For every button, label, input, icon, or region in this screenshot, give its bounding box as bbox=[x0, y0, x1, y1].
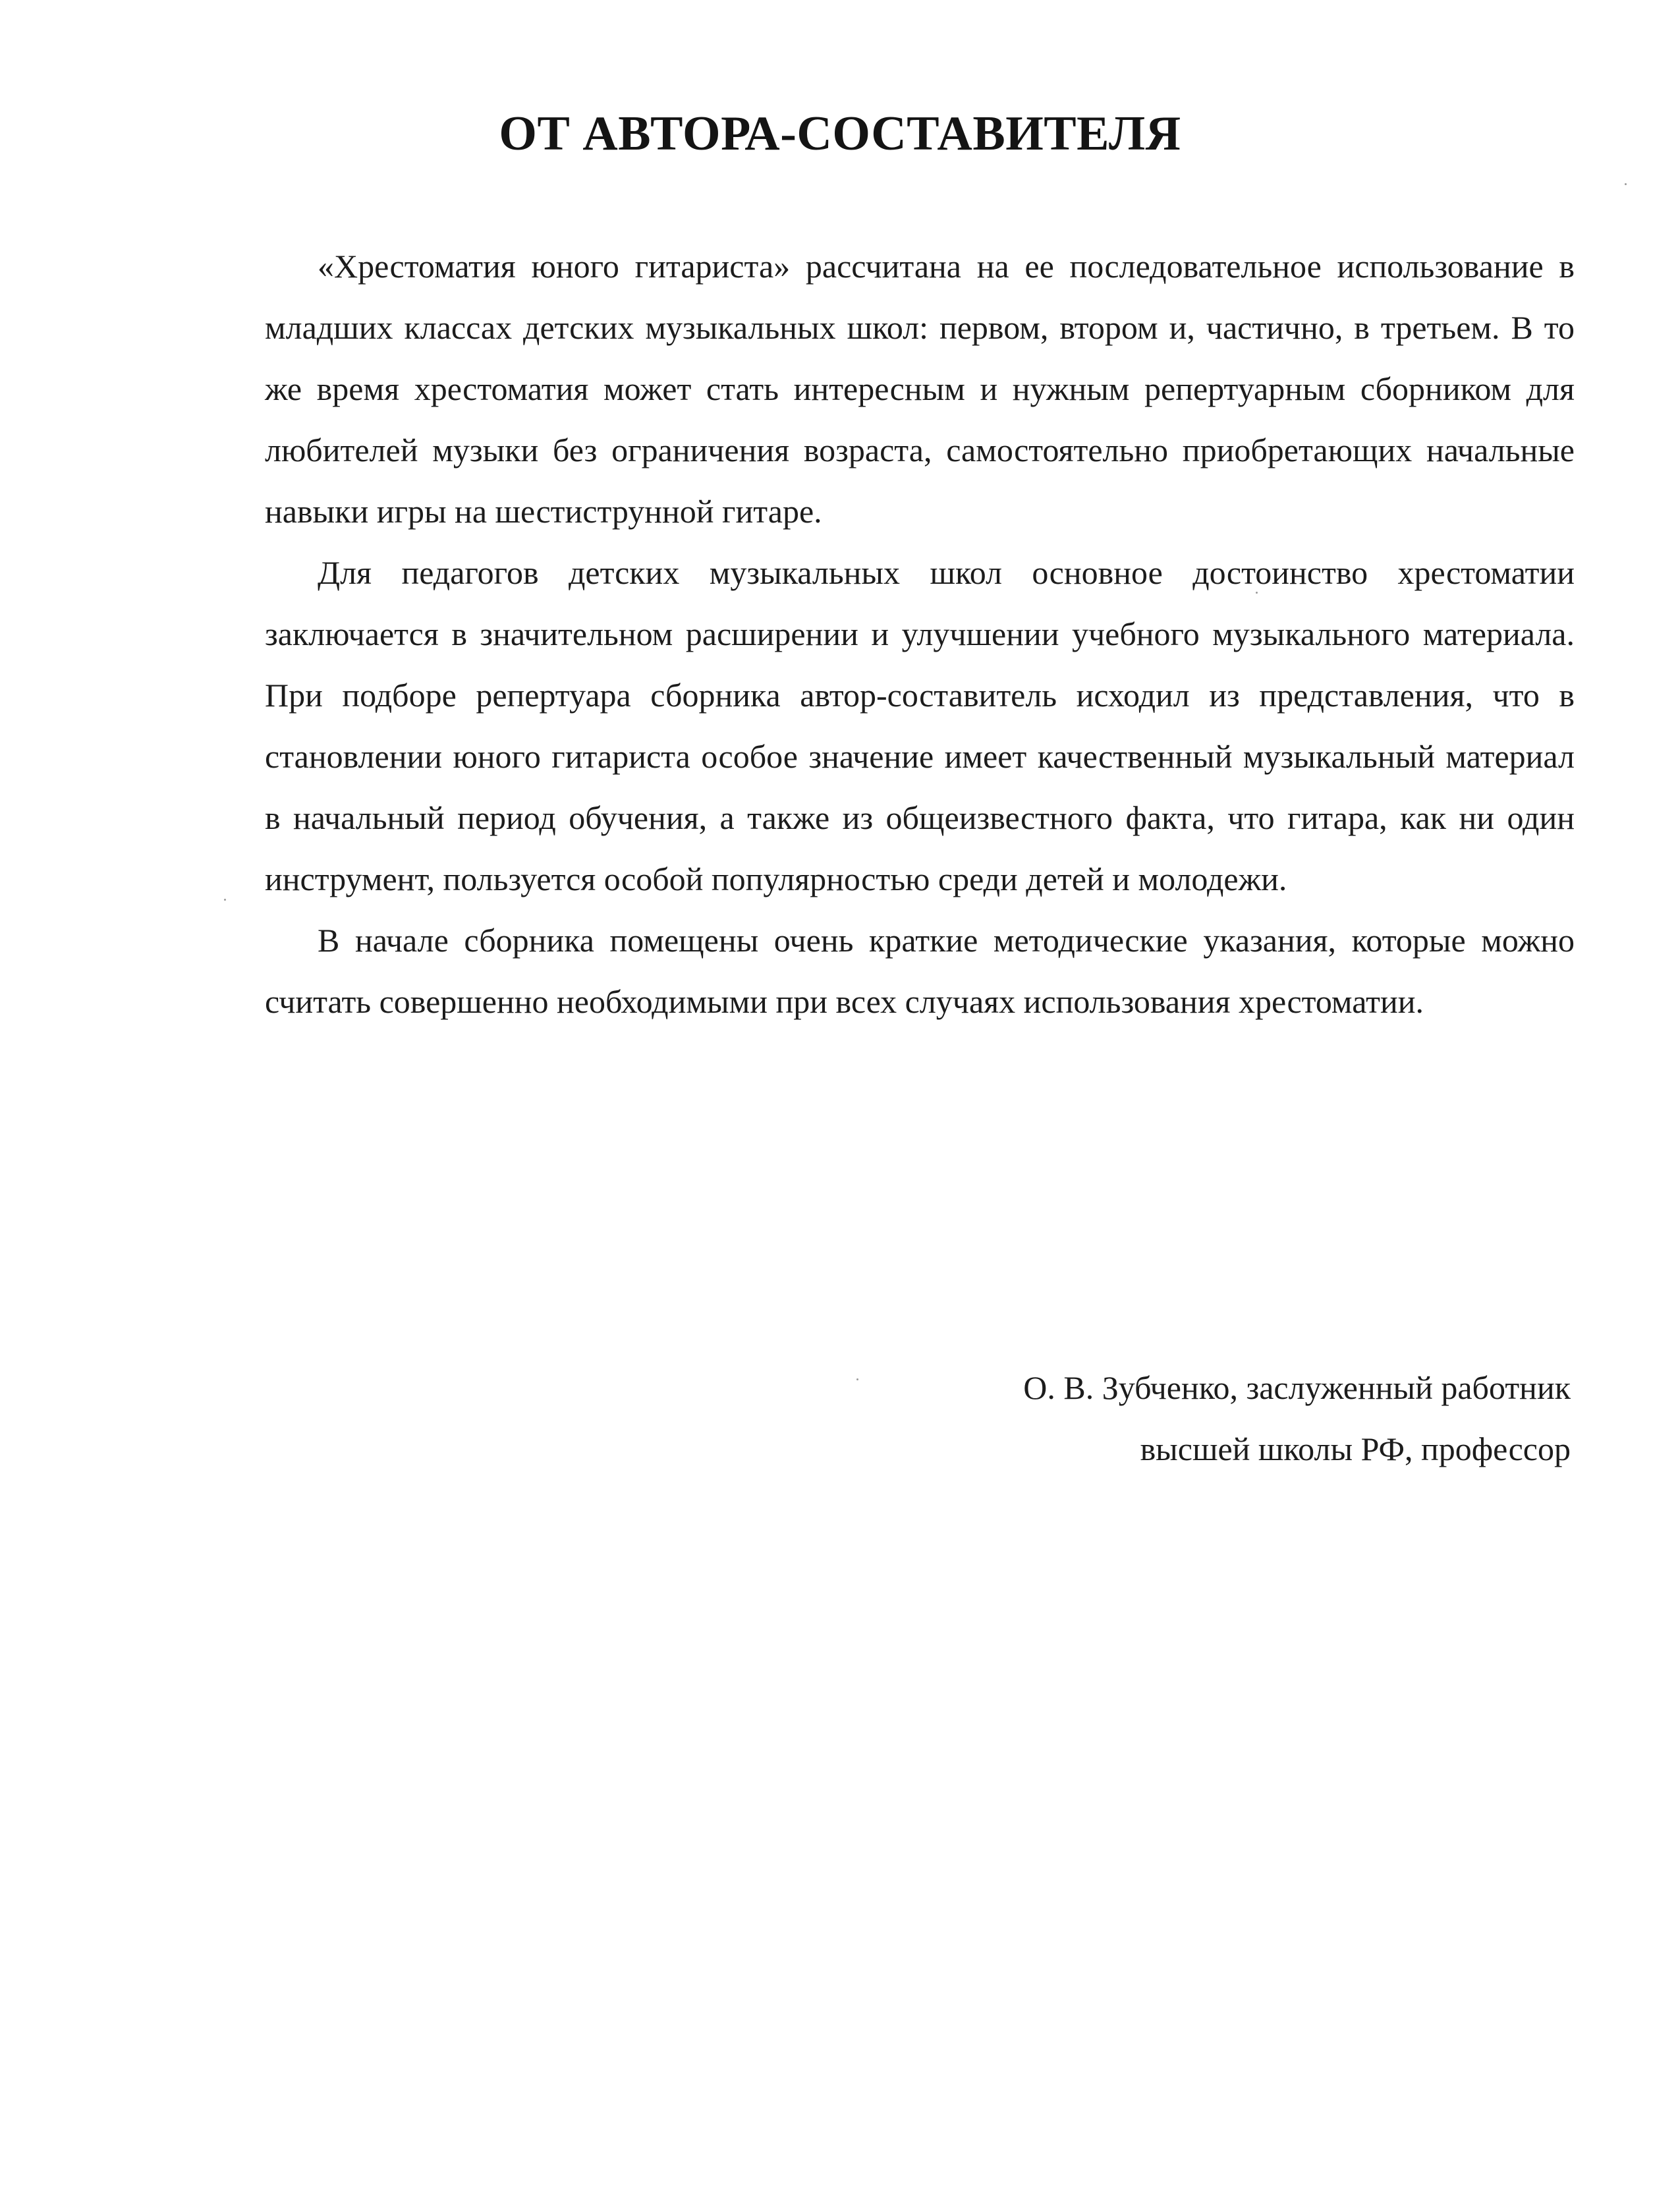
scan-speck bbox=[1625, 183, 1627, 185]
scan-speck bbox=[224, 899, 226, 901]
scan-speck bbox=[1256, 592, 1258, 594]
author-signature bbox=[1023, 1357, 1571, 1480]
scan-speck bbox=[856, 1378, 858, 1380]
paragraph-1: «Хрестоматия юного гитариста» рассчитана на ее последовательное использование в младших классах детских музыкальных школ: первом, втором и, частично, в третьем. В то же время хрестоматия может стать интересным и нужным репертуарным сборником для любителей музыки без ограничения возраста, самостоятельно приобретающих начальные навыки игры на шестиструнной гитаре. bbox=[265, 248, 1575, 530]
page-title: ОТ АВТОРА-СОСТАВИТЕЛЯ bbox=[499, 107, 1181, 161]
body-text bbox=[265, 236, 1575, 1032]
signature-line-2: высшей школы РФ, профессор bbox=[1140, 1430, 1571, 1467]
paragraph-2: Для педагогов детских музыкальных школ основное достоинство хрестоматии заключается в значительном расширении и улучшении учебного музыкального материала. При подборе репертуара сборника автор-составитель исходил из представления, что в становлении юного гитариста особое значение имеет качественный музыкальный материал в начальный период обучения, а также из общеизвестного факта, что гитара, как ни один инструмент, пользуется особой популярностью среди детей и молодежи. bbox=[265, 554, 1575, 897]
signature-line-1: О. В. Зубченко, заслуженный работник bbox=[1023, 1369, 1571, 1406]
paragraph-3: В начале сборника помещены очень краткие методические указания, которые можно считать совершенно необходимыми при всех случаях использования хрестоматии. bbox=[265, 922, 1575, 1020]
